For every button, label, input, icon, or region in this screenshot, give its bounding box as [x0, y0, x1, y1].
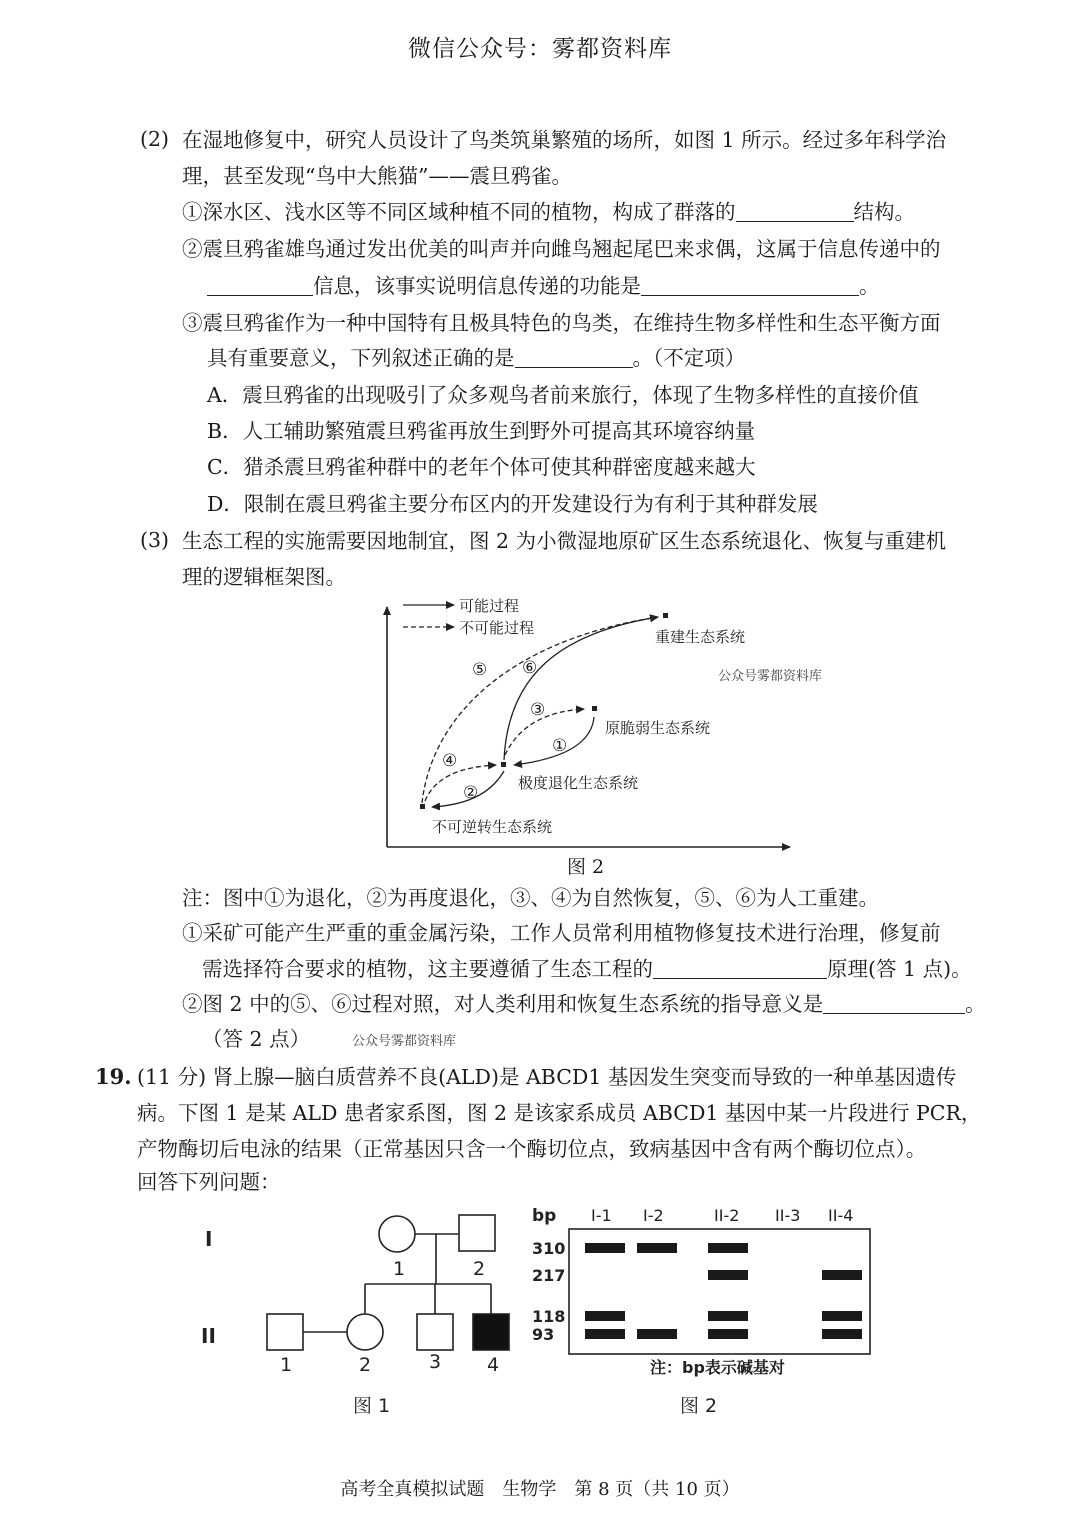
gel-band — [708, 1329, 748, 1339]
q3-sub1-line1: ①采矿可能产生严重的重金属污染，工作人员常利用植物修复技术进行治理，修复前 — [182, 921, 941, 945]
option-a: A．震旦鸦雀的出现吸引了众多观鸟者前来旅行，体现了生物多样性的直接价值 — [207, 383, 919, 407]
q2-sub3-line2 — [207, 344, 745, 372]
q3-sub1-end: 原理(答 1 点)。 — [827, 957, 972, 981]
q19-line4: 回答下列问题： — [137, 1170, 281, 1194]
label-ii4: 4 — [487, 1354, 500, 1376]
gel-band — [822, 1329, 862, 1339]
q3-line2: 理的逻辑框架图。 — [182, 565, 346, 589]
q2-line2: 理，甚至发现“鸟中大熊猫”——震旦鸦雀。 — [182, 164, 572, 188]
pedigree-affected-male-ii4 — [473, 1314, 509, 1350]
generation-i: I — [205, 1227, 213, 1251]
q3-line1: 生态工程的实施需要因地制宜，图 2 为小微湿地原矿区生态系统退化、恢复与重建机 — [182, 529, 947, 553]
gel-lane-label: I-1 — [591, 1206, 612, 1225]
answer-blank[interactable] — [641, 275, 859, 296]
q3-sub2-text: ②图 2 中的⑤、⑥过程对照，对人类利用和恢复生态系统的指导意义是 — [182, 992, 824, 1016]
gel-lane-label: II-4 — [828, 1206, 854, 1225]
answer-blank[interactable] — [653, 958, 827, 979]
q2-number: (2) — [140, 127, 170, 151]
pedigree-female-ii2 — [347, 1314, 383, 1350]
answer-blank[interactable] — [207, 275, 313, 296]
q19-line3: 产物酶切后电泳的结果（正常基因只含一个酶切位点，致病基因中含有两个酶切位点）。 — [137, 1137, 927, 1161]
label-4: ④ — [442, 751, 458, 771]
answer-blank[interactable] — [736, 201, 854, 222]
answer-blank[interactable] — [823, 993, 965, 1014]
gel-band — [637, 1243, 677, 1253]
node-fragile-marker — [592, 706, 597, 711]
q3-sub2-end: 。 — [965, 992, 986, 1016]
gel-lane-label: I-2 — [643, 1206, 664, 1225]
pedigree-chart — [195, 1200, 535, 1425]
node-degraded-marker — [501, 762, 506, 767]
gel-size-label: 217 — [532, 1266, 566, 1285]
watermark: 公众号雾都资料库 — [352, 1034, 457, 1049]
gel-band — [637, 1329, 677, 1339]
q3-note: 注：图中①为退化，②为再度退化，③、④为自然恢复，⑤、⑥为人工重建。 — [182, 886, 879, 910]
q2-sub1-text: ①深水区、浅水区等不同区域种植不同的植物，构成了群落的 — [182, 200, 736, 224]
label-i1: 1 — [393, 1258, 406, 1280]
page-header: 微信公众号：雾都资料库 — [408, 36, 672, 62]
curve-6-solid — [504, 617, 658, 760]
curve-4-dashed — [425, 765, 496, 801]
label-ii2: 2 — [359, 1354, 372, 1376]
pedigree-caption: 图 1 — [353, 1395, 391, 1417]
gel-band — [708, 1311, 748, 1321]
pedigree-male-ii1 — [267, 1314, 303, 1350]
node-rebuild-marker — [663, 613, 668, 618]
watermark: 公众号雾都资料库 — [718, 669, 823, 684]
node-rebuild-label: 重建生态系统 — [655, 628, 746, 646]
label-1: ① — [552, 736, 568, 756]
pedigree-male-i2 — [459, 1215, 495, 1251]
q19-line1: (11 分) 肾上腺—脑白质营养不良(ALD)是 ABCD1 基因发生突变而导致的一种单基因遗传 — [137, 1065, 957, 1089]
label-2: ② — [463, 783, 479, 803]
label-3: ③ — [530, 700, 546, 720]
node-irreversible-label: 不可逆转生态系统 — [432, 818, 553, 836]
figure-caption: 图 2 — [567, 856, 605, 878]
gel-note: 注：bp表示碱基对 — [650, 1358, 785, 1377]
q2-sub1 — [182, 198, 915, 226]
gel-band — [708, 1243, 748, 1253]
option-d: D．限制在震旦鸦雀主要分布区内的开发建设行为有利于其种群发展 — [207, 492, 818, 516]
gel-caption: 图 2 — [680, 1395, 718, 1417]
page-footer: 高考全真模拟试题 生物学 第 8 页（共 10 页） — [340, 1479, 740, 1500]
gel-band — [822, 1311, 862, 1321]
bp-label: bp — [532, 1206, 557, 1226]
q2-sub1-end: 结构。 — [853, 200, 915, 224]
gel-size-label: 118 — [532, 1307, 566, 1326]
q2-line1: 在湿地修复中，研究人员设计了鸟类筑巢繁殖的场所，如图 1 所示。经过多年科学治 — [182, 128, 947, 152]
q2-sub3-text: 具有重要意义，下列叙述正确的是 — [207, 346, 515, 370]
gel-band — [585, 1311, 625, 1321]
gel-lane-label: II-2 — [714, 1206, 740, 1225]
q2-sub2-line1: ②震旦鸦雀雄鸟通过发出优美的叫声并向雌鸟翘起尾巴来求偶，这属于信息传递中的 — [182, 237, 941, 261]
legend-solid-label: 可能过程 — [459, 597, 520, 615]
q2-sub2-line2 — [207, 272, 880, 300]
gel-band — [708, 1270, 748, 1280]
q2-sub2-mid: 信息，该事实说明信息传递的功能是 — [313, 274, 641, 298]
answer-blank[interactable] — [515, 347, 633, 368]
node-fragile-label: 原脆弱生态系统 — [605, 719, 711, 737]
q2-sub3-end: 。（不定项） — [632, 346, 746, 370]
label-ii1: 1 — [280, 1354, 293, 1376]
q19-number: 19. — [95, 1064, 132, 1089]
q19-line2: 病。下图 1 是某 ALD 患者家系图，图 2 是该家系成员 ABCD1 基因中某一片段进行 PCR， — [137, 1101, 982, 1125]
q3-sub1-text: 需选择符合要求的植物，这主要遵循了生态工程的 — [202, 957, 653, 981]
q3-sub2-line1 — [182, 990, 986, 1018]
legend-dashed-label: 不可能过程 — [459, 619, 535, 637]
gel-band — [822, 1270, 862, 1280]
ecosystem-diagram — [370, 595, 840, 885]
q2-sub3-line1: ③震旦鸦雀作为一种中国特有且极具特色的鸟类，在维持生物多样性和生态平衡方面 — [182, 311, 941, 335]
label-ii3: 3 — [429, 1351, 442, 1373]
generation-ii: II — [201, 1324, 216, 1348]
node-degraded-label: 极度退化生态系统 — [518, 774, 639, 792]
pedigree-female-i1 — [379, 1216, 415, 1252]
gel-band — [585, 1243, 625, 1253]
gel-size-label: 310 — [532, 1239, 566, 1258]
q3-number: (3) — [140, 528, 170, 552]
pedigree-male-ii3 — [417, 1314, 453, 1350]
gel-lane-label: II-3 — [775, 1206, 801, 1225]
gel-chart — [525, 1200, 875, 1425]
option-b: B．人工辅助繁殖震旦鸦雀再放生到野外可提高其环境容纳量 — [207, 419, 756, 443]
label-5: ⑤ — [472, 660, 488, 680]
label-i2: 2 — [473, 1258, 486, 1280]
option-c: C．猎杀震旦鸦雀种群中的老年个体可使其种群密度越来越大 — [207, 455, 756, 479]
q3-sub2-points: （答 2 点） — [202, 1027, 311, 1051]
label-6: ⑥ — [522, 658, 538, 678]
gel-size-label: 93 — [532, 1325, 555, 1344]
node-irreversible-marker — [420, 804, 425, 809]
q3-sub1-line2 — [202, 955, 972, 983]
gel-band — [585, 1329, 625, 1339]
q2-sub2-end: 。 — [859, 274, 880, 298]
